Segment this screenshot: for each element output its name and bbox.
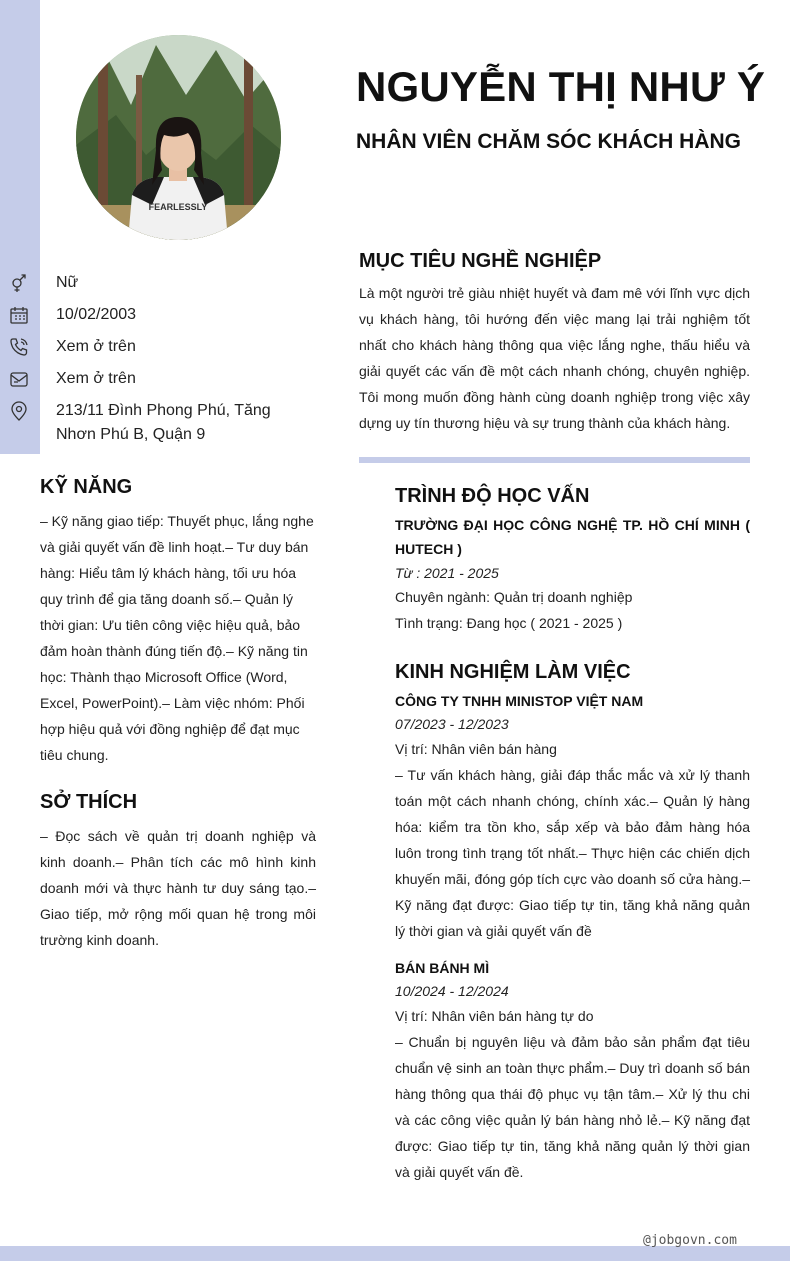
footer-watermark: @jobgovn.com: [643, 1233, 737, 1248]
email-text: Xem ở trên: [56, 370, 136, 387]
education-period: Từ : 2021 - 2025: [395, 565, 499, 581]
mail-icon: [9, 369, 29, 389]
job-period: 10/2024 - 12/2024: [395, 983, 509, 999]
skills-section: [40, 476, 316, 768]
phone-text: Xem ở trên: [56, 338, 136, 355]
profile-photo: [76, 35, 281, 240]
job-entry: [395, 689, 750, 944]
candidate-name: NGUYỄN THỊ NHƯ Ý: [356, 63, 766, 110]
job-position: Vị trí: Nhân viên bán hàng tự do: [395, 1008, 594, 1024]
job-period: 07/2023 - 12/2023: [395, 716, 509, 732]
job-entry: [395, 956, 750, 1185]
address-text: 213/11 Đình Phong Phú, Tăng Nhơn Phú B, Quận 9: [56, 402, 271, 443]
education-major: Chuyên ngành: Quản trị doanh nghiệp: [395, 589, 633, 605]
objective-title: MỤC TIÊU NGHỀ NGHIỆP: [359, 250, 602, 272]
contact-birthdate: [0, 300, 320, 332]
hobbies-text: – Đọc sách về quản trị doanh nghiệp và kinh doanh.– Phân tích các mô hình kinh doanh mới và thực hành tư duy sáng tạo.– Giao tiếp, mở rộng mối quan hệ trong môi trường kinh doanh.: [40, 828, 316, 948]
hobbies-title: SỞ THÍCH: [40, 791, 138, 813]
bottom-accent-strip: [0, 1246, 790, 1261]
education-status: Tình trạng: Đang học ( 2021 - 2025 ): [395, 615, 623, 631]
contact-phone: [0, 332, 320, 364]
skills-title: KỸ NĂNG: [40, 476, 133, 498]
location-icon: [9, 401, 29, 421]
experience-title: KINH NGHIỆM LÀM VIỆC: [395, 661, 631, 683]
education-section: [395, 485, 750, 636]
skills-text: – Kỹ năng giao tiếp: Thuyết phục, lắng nghe và giải quyết vấn đề linh hoạt.– Tư duy bán hàng: Hiểu tâm lý khách hàng, tối ưu hóa quy trình để gia tăng doanh số.– Quản lý thời gian: Ưu tiên công việc hiệu quả, bảo đảm hoàn thành đúng tiến độ.– Kỹ năng tin học: Thành thạo Microsoft Office (Word, Excel, PowerPoint).– Làm việc nhóm: Phối hợp hiệu quả với đồng nghiệp để đạt mục tiêu chung.: [40, 513, 314, 763]
calendar-icon: [9, 305, 29, 325]
job-description: – Chuẩn bị nguyên liệu và đảm bảo sản phẩm đạt tiêu chuẩn vệ sinh an toàn thực phẩm.– Duy trì doanh số bán hàng thông qua thái độ phục vụ tận tâm.– Xử lý thu chi và các công việc quản lý bán hàng nhỏ lẻ.– Kỹ năng đạt được: Giao tiếp tự tin, tăng khả năng quản lý thời gian và giải quyết vấn đề.: [395, 1034, 750, 1180]
contact-address: [0, 396, 320, 443]
job-company: CÔNG TY TNHH MINISTOP VIỆT NAM: [395, 693, 644, 709]
contact-gender: [0, 268, 320, 300]
phone-icon: [9, 337, 29, 357]
objective-section: [359, 250, 750, 436]
experience-section: [395, 661, 750, 1185]
job-title: NHÂN VIÊN CHĂM SÓC KHÁCH HÀNG: [356, 130, 742, 153]
job-position: Vị trí: Nhân viên bán hàng: [395, 741, 557, 757]
objective-text: Là một người trẻ giàu nhiệt huyết và đam mê với lĩnh vực dịch vụ khách hàng, tôi hướng đến việc mang lại trải nghiệm tốt nhất cho khách hàng thông qua việc lắng nghe, thấu hiểu và giải quyết các vấn đề một cách nhanh chóng, chuyên nghiệp. Tôi mong muốn đồng hành cùng doanh nghiệp trong việc xây dựng uy tín thương hiệu và sự trung thành của khách hàng.: [359, 285, 750, 431]
svg-text:FEARLESSLY: FEARLESSLY: [148, 202, 208, 212]
job-description: – Tư vấn khách hàng, giải đáp thắc mắc và xử lý thanh toán một cách nhanh chóng, chính xác.– Quản lý hàng hóa: kiểm tra tồn kho, sắp xếp và bảo đảm hàng hóa luôn trong tình trạng tốt nhất.– Thực hiện các chiến dịch khuyến mãi, đóng góp tích cực vào doanh số cửa hàng.– Kỹ năng đạt được: Giao tiếp tự tin, tăng khả năng quản lý thời gian và giải quyết vấn đề: [395, 767, 750, 939]
hobbies-section: [40, 791, 316, 953]
school-name: TRƯỜNG ĐẠI HỌC CÔNG NGHỆ TP. HỒ CHÍ MINH ( HUTECH ): [395, 517, 750, 557]
contact-email: [0, 364, 320, 396]
education-title: TRÌNH ĐỘ HỌC VẤN: [395, 485, 590, 507]
contact-list: [0, 268, 320, 443]
job-company: BÁN BÁNH MÌ: [395, 960, 490, 976]
birthdate-text: 10/02/2003: [56, 306, 137, 323]
gender-icon: [9, 273, 29, 293]
gender-text: Nữ: [56, 274, 79, 291]
section-divider: [359, 457, 750, 463]
